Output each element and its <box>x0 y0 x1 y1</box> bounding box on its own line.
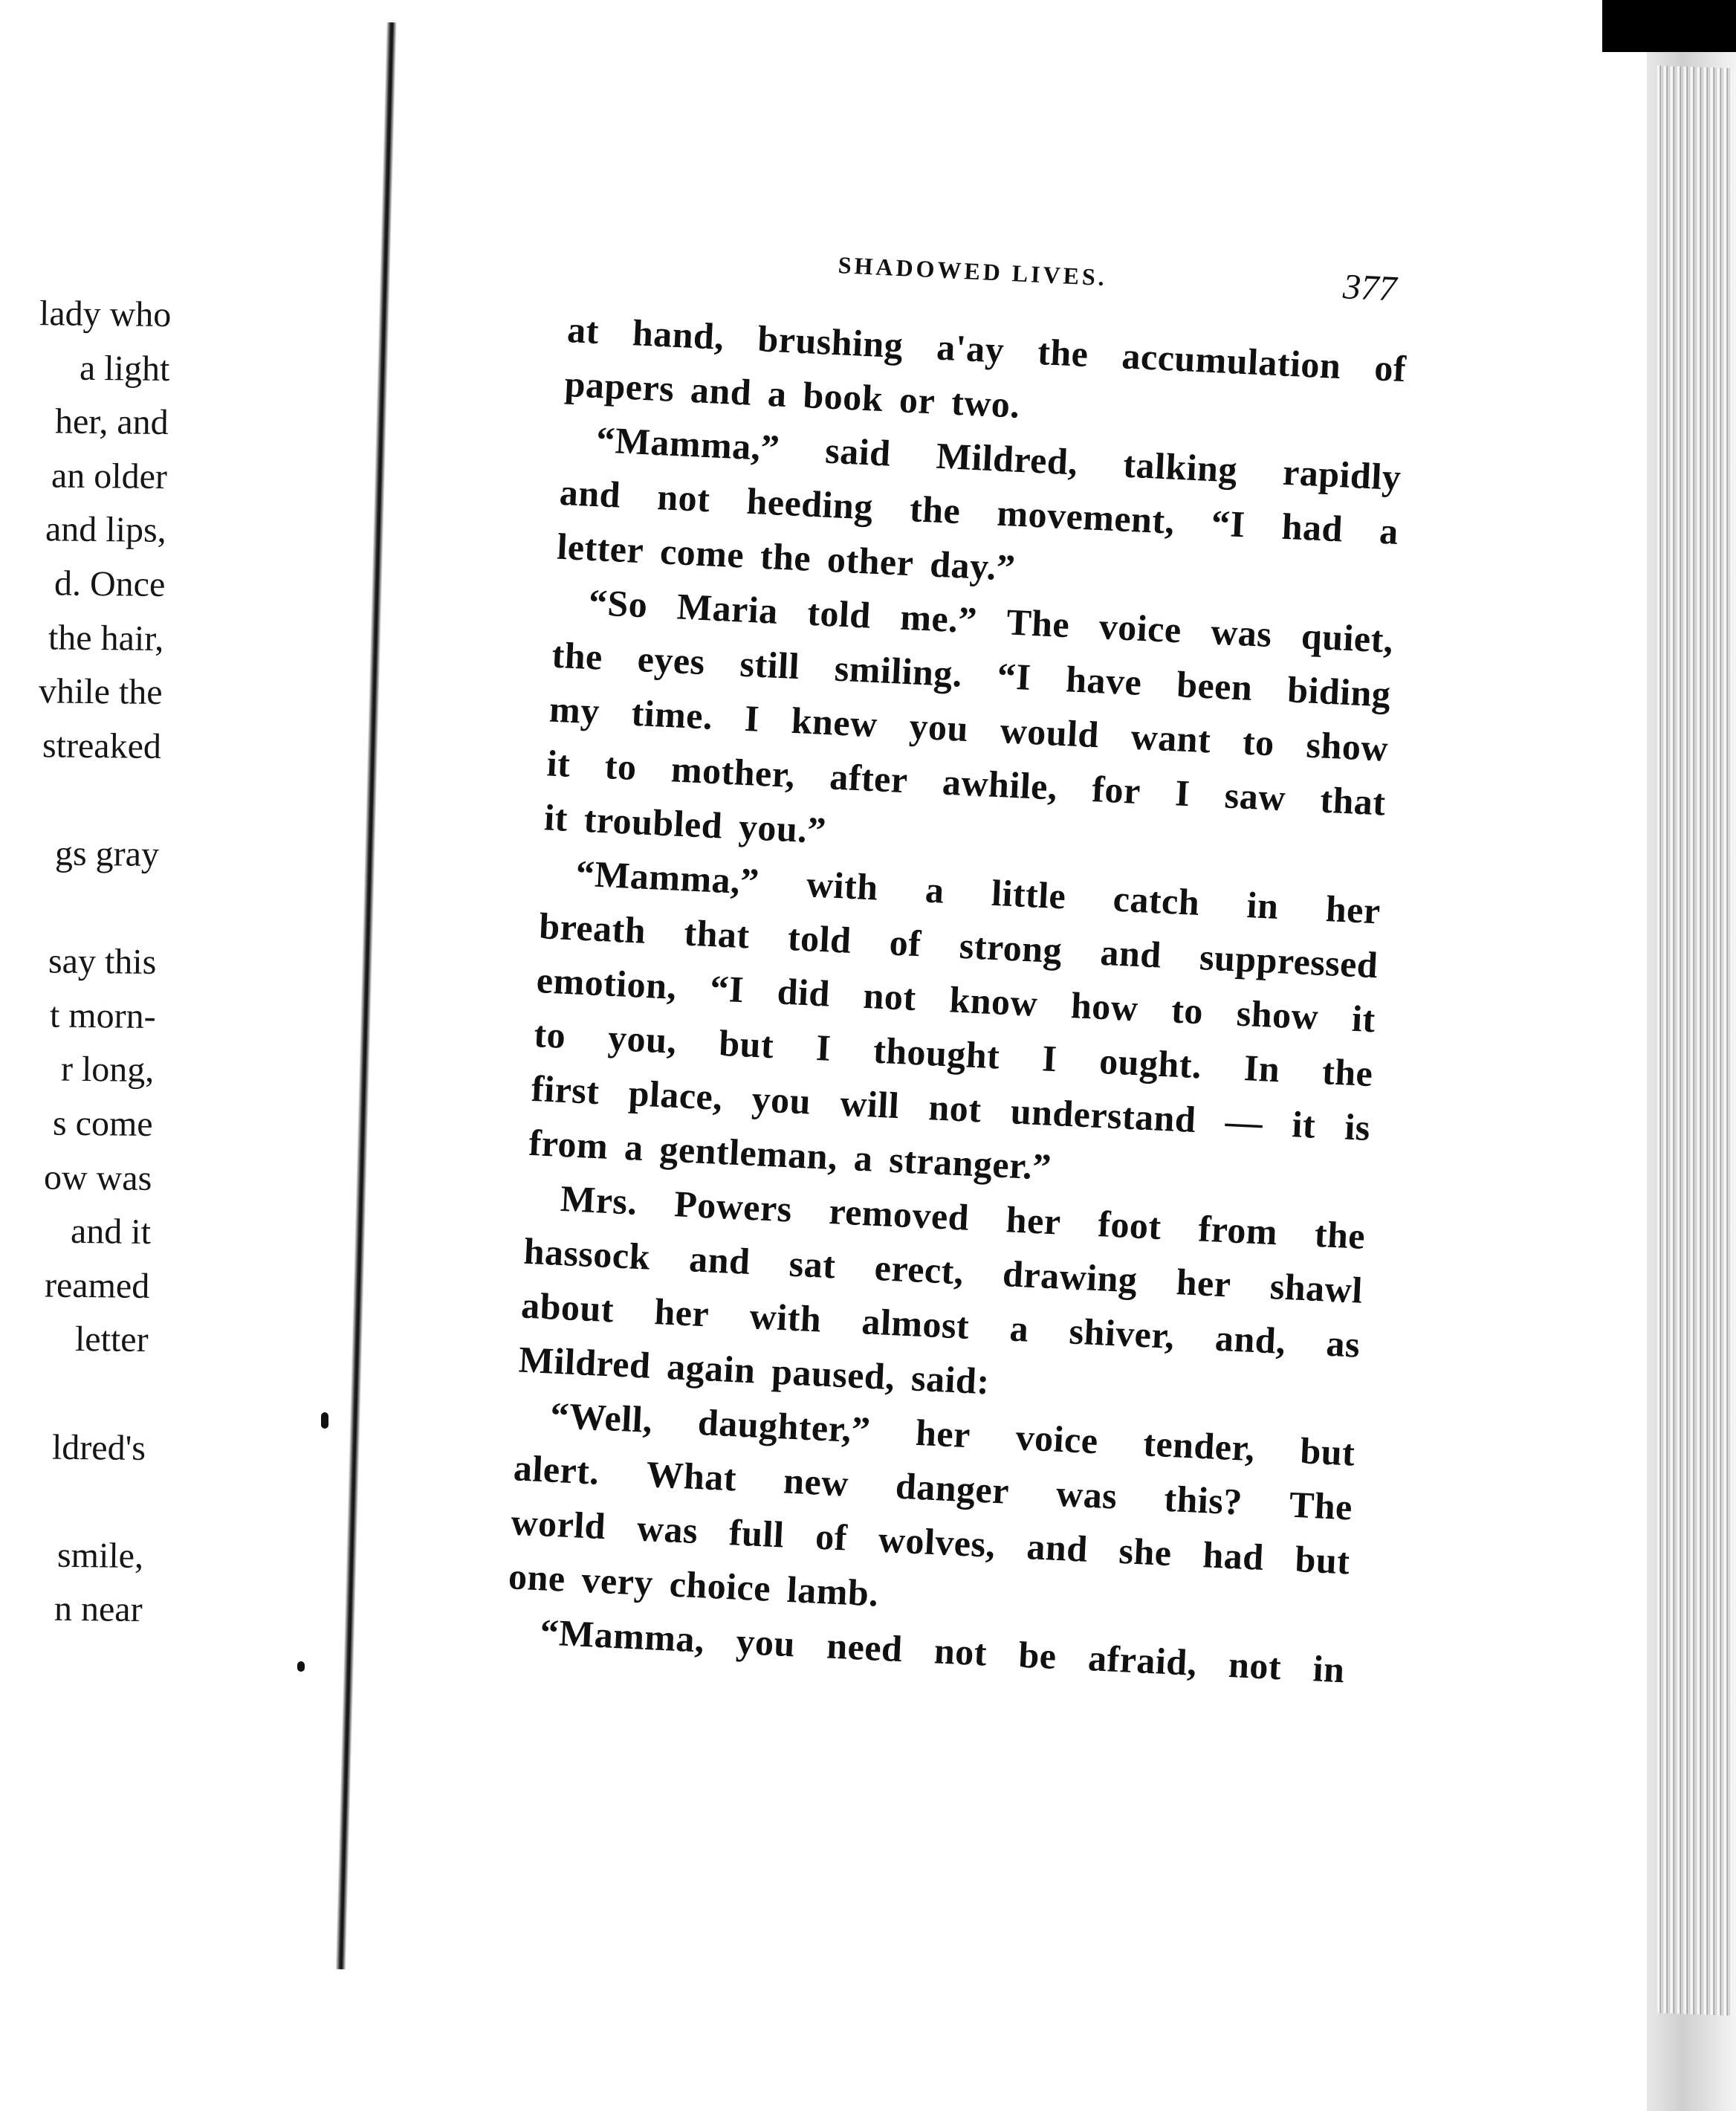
word: and, <box>1214 1316 1287 1362</box>
word: my <box>548 688 601 732</box>
left-page-line: vhile the <box>38 671 163 713</box>
word: mother, <box>670 748 797 796</box>
left-page-line: t morn- <box>49 995 156 1036</box>
word: and <box>1026 1525 1089 1570</box>
word: a <box>1379 509 1400 552</box>
word: her <box>1005 1198 1062 1243</box>
word: not <box>933 1629 988 1674</box>
word: again <box>666 1345 757 1391</box>
word: and <box>558 471 622 516</box>
word: suppressed <box>1198 936 1379 986</box>
word: thought <box>872 1029 1001 1077</box>
word: I <box>1041 1037 1058 1080</box>
left-page-line: and lips, <box>45 509 166 551</box>
word: “Well, <box>549 1394 654 1441</box>
left-page-line: lady who <box>39 294 172 334</box>
page-edges <box>1657 65 1732 2015</box>
word: tender, <box>1142 1422 1256 1470</box>
word: to <box>603 745 638 789</box>
word: What <box>645 1452 738 1499</box>
word: I <box>1174 772 1191 815</box>
word: but <box>718 1021 775 1067</box>
word: The <box>1288 1483 1354 1528</box>
word: in <box>1312 1647 1346 1691</box>
word: I <box>814 1026 832 1069</box>
word: wolves, <box>877 1518 997 1565</box>
word: stranger.” <box>888 1138 1053 1188</box>
word: that <box>1319 778 1387 824</box>
word: new <box>783 1459 850 1504</box>
word: she <box>1118 1529 1173 1574</box>
word: “Mamma, <box>539 1611 706 1661</box>
word: still <box>739 642 801 688</box>
word: you <box>735 1620 797 1665</box>
word: it <box>545 742 571 785</box>
word: have <box>1065 658 1143 703</box>
word: her <box>1324 888 1382 932</box>
word: but <box>1294 1538 1351 1583</box>
word: to <box>1241 720 1276 764</box>
word: first <box>530 1067 600 1113</box>
left-page-line: n near <box>54 1589 143 1630</box>
word: In <box>1243 1047 1281 1090</box>
word: her <box>653 1290 710 1335</box>
left-page-line: reamed <box>44 1265 150 1306</box>
word: had <box>1202 1533 1266 1578</box>
gutter-mark <box>297 1661 305 1672</box>
word: or <box>898 378 936 422</box>
word: troubled <box>583 798 724 847</box>
word: other <box>826 537 915 584</box>
word: from <box>528 1121 609 1167</box>
left-page-line: say this <box>48 941 158 983</box>
word: “So <box>587 581 649 626</box>
word: the <box>1313 1212 1367 1257</box>
word: from <box>1197 1207 1279 1253</box>
left-page-line: gs gray <box>54 833 160 874</box>
word: show <box>1235 992 1320 1038</box>
word: be <box>1017 1633 1058 1677</box>
word: little <box>990 871 1067 917</box>
word: rapidly <box>1281 450 1402 499</box>
word: movement, <box>996 491 1176 542</box>
word: foot <box>1097 1203 1163 1247</box>
word: — <box>1224 1099 1264 1144</box>
word: with <box>748 1295 823 1340</box>
word: world <box>510 1501 607 1548</box>
word: saw <box>1223 774 1287 819</box>
left-page-line: letter <box>74 1319 149 1360</box>
word: papers <box>563 362 676 410</box>
word: a <box>924 868 946 911</box>
word: afraid, <box>1086 1637 1198 1684</box>
word: me.” <box>899 595 979 641</box>
word: Mildred, <box>935 434 1079 483</box>
word: Maria <box>676 585 780 632</box>
word: but <box>1299 1429 1356 1474</box>
word: the <box>908 488 962 532</box>
word: will <box>839 1082 901 1127</box>
word: a <box>623 1125 645 1169</box>
word: Powers <box>673 1183 794 1230</box>
word: The <box>1005 601 1071 646</box>
word: had <box>1280 505 1344 550</box>
left-page-line: ldred's <box>52 1427 146 1468</box>
word: about <box>520 1284 615 1331</box>
word: after <box>829 755 909 801</box>
word: show <box>1305 723 1390 769</box>
word: talking <box>1122 443 1239 491</box>
word: erect, <box>873 1246 965 1293</box>
word: shiver, <box>1068 1310 1176 1357</box>
left-page-line: r long, <box>61 1050 155 1090</box>
word: the <box>1321 1050 1374 1095</box>
word: hand, <box>631 311 725 358</box>
word: you.” <box>737 805 828 852</box>
word: drawing <box>1002 1252 1139 1301</box>
word: come <box>658 530 745 576</box>
word: and <box>689 368 753 413</box>
word: voice <box>1098 605 1182 651</box>
word: lamb. <box>786 1568 880 1614</box>
word: book <box>802 374 884 420</box>
right-page <box>417 223 1455 1828</box>
word: daughter,” <box>696 1400 872 1451</box>
scanner-background-dark <box>1602 0 1736 52</box>
word: you, <box>607 1016 678 1061</box>
left-page-line: and it <box>70 1212 152 1252</box>
word: sat <box>788 1242 837 1287</box>
word: eyes <box>636 638 706 683</box>
word: “I <box>996 654 1032 698</box>
word: “Mamma,” <box>595 418 781 469</box>
word: would <box>999 709 1101 756</box>
word: alert. <box>512 1446 600 1493</box>
word: awhile, <box>941 760 1059 808</box>
word: shawl <box>1269 1265 1364 1311</box>
word: did <box>776 970 832 1015</box>
left-page-line: the hair, <box>48 617 164 659</box>
word: as <box>1325 1322 1361 1365</box>
word: told <box>786 916 852 961</box>
word: knew <box>790 699 879 746</box>
word: told <box>806 591 872 636</box>
word: at <box>566 308 600 352</box>
word: not <box>862 974 918 1019</box>
word: not <box>1227 1643 1283 1688</box>
word: it <box>1291 1103 1317 1146</box>
word: and <box>1099 931 1163 976</box>
left-page-line: a light <box>79 348 170 389</box>
left-page-line: her, and <box>54 401 169 443</box>
word: this? <box>1163 1477 1244 1523</box>
body-text <box>505 303 1408 1697</box>
word: very <box>580 1558 655 1604</box>
word: almost <box>861 1300 971 1347</box>
word: the <box>759 534 812 579</box>
word: two. <box>950 381 1021 426</box>
word: a <box>766 372 788 416</box>
word: how <box>1069 983 1139 1029</box>
word: gentleman, <box>658 1128 839 1178</box>
word: “Mamma,” <box>574 852 760 902</box>
left-page-line: d. Once <box>54 563 166 604</box>
word: said <box>824 429 892 474</box>
word: not <box>927 1086 982 1131</box>
word: was <box>1210 610 1273 656</box>
word: choice <box>668 1562 772 1609</box>
word: the <box>551 633 604 678</box>
word: heeding <box>745 479 875 528</box>
word: paused, <box>771 1350 896 1398</box>
gutter-mark <box>321 1412 328 1429</box>
page-header <box>488 223 1410 311</box>
word: a <box>1008 1307 1030 1350</box>
word: not <box>656 476 711 520</box>
word: it <box>543 796 569 839</box>
word: a'ay <box>936 326 1005 371</box>
word: of <box>1373 346 1408 390</box>
word: voice <box>1014 1416 1099 1462</box>
word: her <box>914 1411 972 1456</box>
left-page-line: s come <box>53 1103 154 1144</box>
word: was <box>1055 1472 1118 1517</box>
word: smiling. <box>833 647 964 695</box>
word: it <box>1350 997 1377 1041</box>
word: been <box>1176 663 1254 708</box>
word: emotion, <box>535 959 678 1007</box>
word: full <box>728 1511 786 1556</box>
word: for <box>1091 768 1142 812</box>
word: of <box>814 1515 849 1559</box>
word: time. <box>630 691 714 737</box>
left-page-line: streaked <box>42 725 162 766</box>
word: Mrs. <box>559 1177 638 1223</box>
word: accumulation <box>1121 334 1342 387</box>
word: day.” <box>929 543 1017 589</box>
word: removed <box>828 1189 971 1238</box>
word: to <box>1170 989 1205 1032</box>
word: with <box>805 863 879 908</box>
word: strong <box>958 924 1063 972</box>
word: “I <box>709 967 745 1011</box>
word: brushing <box>757 317 904 366</box>
word: Mildred <box>517 1338 652 1386</box>
word: “I <box>1210 502 1246 546</box>
word: is <box>1344 1105 1372 1149</box>
word: said: <box>910 1357 991 1403</box>
word: you <box>751 1077 812 1122</box>
word: biding <box>1286 668 1392 715</box>
word: I <box>743 696 761 740</box>
word: of <box>888 921 922 965</box>
word: letter <box>556 525 645 572</box>
word: one <box>507 1555 567 1600</box>
left-page-line: smile, <box>56 1535 144 1576</box>
word: that <box>683 911 751 957</box>
word: the <box>1037 330 1089 375</box>
word: understand <box>1009 1090 1197 1141</box>
word: was <box>635 1507 699 1552</box>
running-title: SHADOWED LIVES. <box>838 251 1108 291</box>
word: quiet, <box>1300 615 1395 661</box>
word: danger <box>894 1464 1011 1512</box>
word: in <box>1246 883 1280 927</box>
word: her <box>1175 1261 1232 1305</box>
left-page-line: an older <box>51 456 168 497</box>
word: to <box>533 1013 567 1056</box>
word: know <box>948 978 1039 1024</box>
word: want <box>1130 715 1212 761</box>
word: a <box>852 1137 874 1180</box>
left-page-line: ow was <box>43 1157 152 1198</box>
word: catch <box>1112 877 1201 923</box>
word: ought. <box>1098 1039 1203 1087</box>
page-number: 377 <box>1341 267 1398 309</box>
word: breath <box>538 905 647 951</box>
word: place, <box>627 1072 724 1118</box>
word: you <box>908 705 970 750</box>
word: and <box>688 1238 751 1282</box>
word: hassock <box>522 1229 652 1278</box>
word: need <box>826 1624 904 1670</box>
